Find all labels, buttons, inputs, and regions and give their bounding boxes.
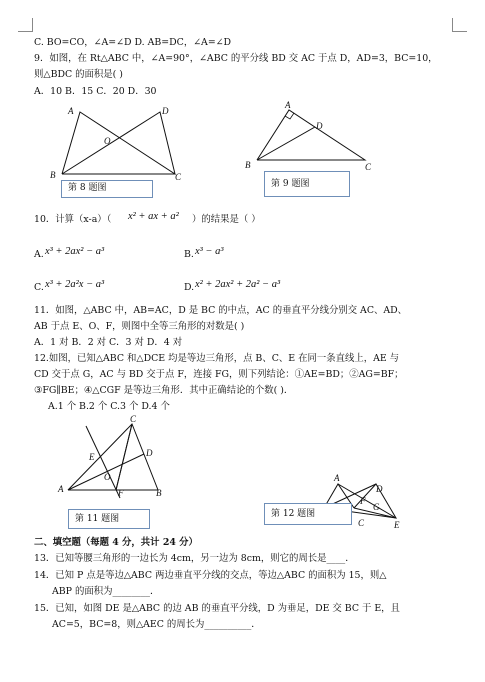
fig11-label-e: E xyxy=(89,452,95,462)
q10-expression: x² + ax + a² xyxy=(128,211,179,222)
q10-option-a-label: A. xyxy=(34,249,44,260)
q11-options: A．1 对 B．2 对 C．3 对 D．4 对 xyxy=(34,337,183,348)
q9-text: 9．如图，在 Rt△ABC 中，∠A=90°，∠ABC 的平分线 BD 交 AC 于点 D，AD=3，BC=10， xyxy=(34,53,438,64)
q10-option-b-label: B. xyxy=(184,249,194,260)
fig8-label-b: B xyxy=(50,170,56,180)
q10-option-d-label: D. xyxy=(184,282,195,293)
q12-text-2: CD 交于点 G，AC 与 BD 交于点 F，连接 FG，则下列结论：①AE=BD；②AG=BF； xyxy=(34,369,404,380)
fig12-label-e: E xyxy=(394,520,400,530)
q10-text-start: 10．计算（x-a）（ xyxy=(34,214,112,225)
fig9-label-d: D xyxy=(316,121,323,131)
fig12-label-a: A xyxy=(334,473,340,483)
fig8-label-c: C xyxy=(175,172,182,182)
fig11-caption: 第 11 题图 xyxy=(68,509,150,529)
fig11-label-b: B xyxy=(156,488,162,498)
corner-mark-right xyxy=(452,18,453,32)
q10-option-c-label: C. xyxy=(34,282,44,293)
q9-options: A．10 B．15 C．20 D．30 xyxy=(34,86,157,97)
fig12-label-g: G xyxy=(373,502,380,512)
q10-option-b: x³ − a³ xyxy=(195,246,224,257)
fig8-label-a: A xyxy=(68,106,74,116)
fig12-label-c: C xyxy=(358,518,365,528)
section-2-heading: 二、填空题（每题 4 分，共计 24 分） xyxy=(34,537,198,548)
q11-text-2: AB 于点 E、O、F，则图中全等三角形的对数是( ) xyxy=(34,321,245,332)
q9-text-2: 则△BDC 的面积是( ) xyxy=(34,69,123,80)
q15-text-2: AC=5，BC=8，则△AEC 的周长为__________． xyxy=(52,619,261,630)
corner-mark-right-h xyxy=(452,31,467,32)
figure-9 xyxy=(245,100,372,172)
q14-text-2: ABP 的面积为________． xyxy=(52,586,160,597)
fig11-label-f: F xyxy=(118,488,124,498)
fig11-label-d: D xyxy=(146,448,153,458)
q8-options-cd: C. BO=CO，∠A=∠D D. AB=DC，∠A=∠D xyxy=(34,37,232,48)
q10-option-d: x² + 2ax² + 2a² − a³ xyxy=(195,279,281,290)
q10-option-a: x³ + 2ax² − a³ xyxy=(45,246,105,257)
fig8-label-o: O xyxy=(104,136,111,146)
fig12-label-f: F xyxy=(360,496,366,506)
corner-mark-left xyxy=(32,18,33,32)
q15-text: 15．已知，如图 DE 是△ABC 的边 AB 的垂直平分线，D 为垂足，DE 交 BC 于 E，且 xyxy=(34,603,400,614)
fig9-label-a: A xyxy=(285,100,291,110)
fig11-label-a: A xyxy=(58,484,64,494)
fig12-label-d: D xyxy=(376,484,383,494)
figure-11 xyxy=(58,414,162,498)
q11-text: 11．如图，△ABC 中，AB=AC，D 是 BC 的中点，AC 的垂直平分线分别交 AC、AD、 xyxy=(34,305,408,316)
corner-mark-left-h xyxy=(18,31,33,32)
q14-text: 14．已知 P 点是等边△ABC 两边垂直平分线的交点，等边△ABC 的面积为 15，则△ xyxy=(34,570,387,581)
q12-text: 12.如图，已知△ABC 和△DCE 均是等边三角形，点 B、C、E 在同一条直线上，AE 与 xyxy=(34,353,400,364)
fig9-label-c: C xyxy=(365,162,372,172)
fig9-label-b: B xyxy=(245,160,251,170)
q12-text-3: ③FG∥BE；④△CGF 是等边三角形．其中正确结论的个数( )． xyxy=(34,385,294,396)
fig11-label-o: O xyxy=(104,472,111,482)
q13-text: 13．已知等腰三角形的一边长为 4cm，另一边为 8cm，则它的周长是____． xyxy=(34,553,355,564)
q10-option-c: x³ + 2a²x − a³ xyxy=(45,279,105,290)
fig9-caption: 第 9 题图 xyxy=(264,171,350,197)
fig8-label-d: D xyxy=(162,106,169,116)
q10-text-end: ）的结果是（ ） xyxy=(192,214,261,225)
fig8-caption: 第 8 题图 xyxy=(61,180,153,198)
figure-8 xyxy=(50,104,180,180)
fig12-caption: 第 12 题图 xyxy=(264,503,352,525)
fig11-label-c: C xyxy=(130,414,137,424)
q12-options: A.1 个 B.2 个 C.3 个 D.4 个 xyxy=(48,401,170,412)
